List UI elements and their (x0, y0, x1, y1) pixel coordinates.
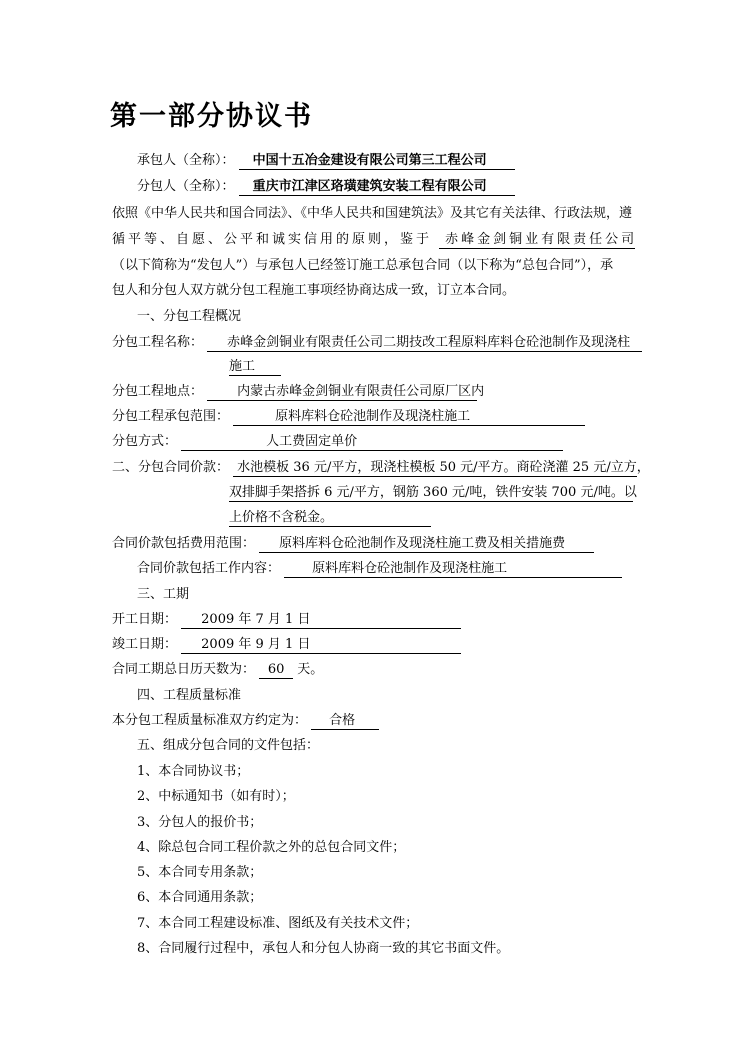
contract-price-value-2: 双排脚手架搭拆 6 元/平方，钢筋 360 元/吨，铁件安装 700 元/吨。以 (229, 485, 637, 500)
price-work-value: 原料库料仓砼池制作及现浇柱施工 (284, 560, 622, 578)
contract-price-row-3 (229, 509, 431, 527)
document-item: 5、本合同专用条款； (137, 865, 263, 880)
project-name-value-2: 施工 (229, 358, 281, 376)
contract-price-value-1: 水池模板 36 元/平方，现浇柱模板 50 元/平方。商砼浇灌 25 元/立方， (233, 459, 637, 477)
quality-standard-value: 合格 (311, 712, 379, 730)
page-title: 第一部分协议书 (110, 101, 313, 132)
intro-line-1: 依照《中华人民共和国合同法》、《中华人民共和国建筑法》及其它有关法律、行政法规，遵 (112, 206, 633, 221)
document-item: 8、合同履行过程中，承包人和分包人协商一致的其它书面文件。 (137, 941, 510, 956)
project-location-row (112, 383, 485, 401)
section-4-heading: 四、工程质量标准 (137, 688, 242, 703)
project-scope-row (112, 408, 585, 426)
project-scope-value: 原料库料仓砼池制作及现浇柱施工 (233, 408, 585, 426)
end-date-label: 竣工日期： (112, 637, 178, 652)
project-name-label: 分包工程名称： (112, 335, 204, 350)
price-work-row (137, 560, 622, 578)
project-name-row-2 (229, 358, 281, 376)
section-1-heading: 一、分包工程概况 (137, 309, 242, 324)
employer-name: 赤峰金剑铜业有限责任公司 (439, 231, 635, 249)
price-fees-value: 原料库料仓砼池制作及现浇柱施工费及相关措施费 (259, 535, 594, 553)
project-scope-label: 分包工程承包范围： (112, 409, 230, 424)
document-item: 6、本合同通用条款； (137, 890, 263, 905)
project-name-row (112, 334, 642, 352)
document-item: 1、本合同协议书； (137, 764, 250, 779)
intro-line-2-text: 循平等、自愿、公平和诚实信用的原则，鉴于 (112, 232, 433, 247)
subcontractor-label: 分包人（全称）： (137, 179, 235, 194)
total-days-label: 合同工期总日历天数为： (112, 662, 256, 677)
intro-line-3: （以下简称为“发包人”）与承包人已经签订施工总承包合同（以下称为“总包合同”），承 (112, 258, 614, 273)
subcontractor-value: 重庆市江津区珞璜建筑安装工程有限公司 (239, 178, 515, 196)
contract-price-label: 二、分包合同价款： (112, 460, 230, 475)
document-item: 2、中标通知书（如有时）； (137, 789, 295, 804)
intro-line-4: 包人和分包人双方就分包工程施工事项经协商达成一致，订立本合同。 (112, 283, 516, 298)
contract-price-row (112, 459, 650, 477)
total-days-suffix: 天。 (297, 662, 324, 677)
document-item: 4、除总包合同工程价款之外的总包合同文件； (137, 840, 406, 855)
subcontract-method-row (112, 433, 563, 451)
price-work-label: 合同价款包括工作内容： (137, 561, 281, 576)
project-name-value: 赤峰金剑铜业有限责任公司二期技改工程原料库料仓砼池制作及现浇柱 (207, 334, 642, 352)
project-location-label: 分包工程地点： (112, 384, 204, 399)
project-location-value: 内蒙古赤峰金剑铜业有限责任公司原厂区内 (207, 383, 477, 401)
price-fees-label: 合同价款包括费用范围： (112, 536, 256, 551)
subcontractor-row (137, 178, 515, 196)
start-date-label: 开工日期： (112, 612, 178, 627)
start-date-row (112, 611, 461, 629)
price-fees-row (112, 535, 594, 553)
contract-price-row-2 (229, 484, 637, 502)
start-date-value: 2009 年 7 月 1 日 (181, 611, 461, 629)
subcontract-method-value: 人工费固定单价 (181, 433, 563, 451)
document-item: 3、分包人的报价书； (137, 815, 263, 830)
total-days-row (112, 661, 323, 679)
contractor-label: 承包人（全称）： (137, 153, 235, 168)
contractor-row (137, 152, 515, 170)
quality-standard-label: 本分包工程质量标准双方约定为： (112, 713, 308, 728)
contractor-value: 中国十五冶金建设有限公司第三工程公司 (239, 152, 515, 170)
section-5-heading: 五、组成分包合同的文件包括： (137, 738, 320, 753)
section-3-heading: 三、工期 (137, 587, 190, 602)
end-date-value: 2009 年 9 月 1 日 (181, 636, 461, 654)
total-days-value: 60 (259, 661, 293, 679)
intro-line-2 (112, 231, 638, 249)
contract-price-value-3: 上价格不含税金。 (229, 509, 431, 527)
end-date-row (112, 636, 461, 654)
subcontract-method-label: 分包方式： (112, 434, 178, 449)
quality-standard-row (112, 712, 379, 730)
document-item: 7、本合同工程建设标准、图纸及有关技术文件； (137, 916, 419, 931)
